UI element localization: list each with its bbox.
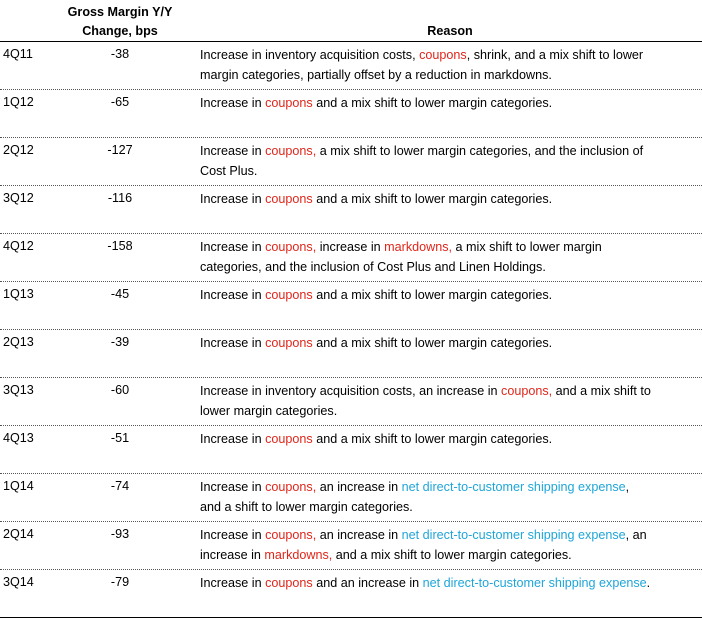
- reason-cell: [200, 525, 700, 565]
- table-row: [0, 186, 702, 234]
- table-row: [0, 426, 702, 474]
- change-header-line2: Change, bps: [82, 24, 158, 38]
- highlighted-term: markdowns,: [264, 548, 333, 562]
- reason-text: Increase in: [200, 576, 266, 590]
- reason-text: Increase in: [200, 288, 266, 302]
- highlighted-term: net direct-to-customer shipping expense: [401, 528, 626, 542]
- reason-text: and a mix shift to lower margin categories.: [312, 96, 553, 110]
- reason-text: , and a shift to lower margin categories.: [200, 480, 630, 514]
- table-row: [0, 474, 702, 522]
- highlighted-term: net direct-to-customer shipping expense: [422, 576, 647, 590]
- quarter-cell: 3Q13: [3, 383, 34, 397]
- change-header-line1: Gross Margin Y/Y: [67, 5, 173, 19]
- reason-cell: [200, 573, 700, 593]
- reason-text: , an increase in: [200, 528, 647, 562]
- table-row: [0, 378, 702, 426]
- reason-cell: [200, 429, 700, 449]
- reason-text: an increase in: [316, 480, 402, 494]
- quarter-cell: 1Q14: [3, 479, 34, 493]
- quarter-cell: 3Q14: [3, 575, 34, 589]
- reason-text: and a mix shift to lower margin categories.: [200, 384, 651, 418]
- table-row: [0, 570, 702, 618]
- table-row: [0, 522, 702, 570]
- table-row: [0, 90, 702, 138]
- change-bps-cell: -60: [110, 383, 130, 397]
- reason-cell: [200, 189, 700, 209]
- quarter-cell: 3Q12: [3, 191, 34, 205]
- quarter-cell: 1Q12: [3, 95, 34, 109]
- highlighted-term: coupons: [265, 576, 313, 590]
- reason-text: and a mix shift to lower margin categories.: [312, 432, 553, 446]
- reason-cell: [200, 333, 700, 353]
- highlighted-term: coupons: [419, 48, 467, 62]
- table-header: [0, 0, 702, 42]
- reason-text: a mix shift to lower margin categories, and the inclusion of Cost Plus.: [200, 144, 644, 178]
- highlighted-term: coupons,: [265, 240, 317, 254]
- change-bps-cell: -79: [110, 575, 130, 589]
- table-row: [0, 42, 702, 90]
- reason-text: Increase in: [200, 432, 266, 446]
- reason-cell: [200, 381, 700, 421]
- quarter-cell: 2Q12: [3, 143, 34, 157]
- reason-text: and a mix shift to lower margin categories.: [312, 192, 553, 206]
- change-column-header: [60, 3, 180, 41]
- table-row: [0, 330, 702, 378]
- quarter-cell: 2Q13: [3, 335, 34, 349]
- quarter-cell: 4Q12: [3, 239, 34, 253]
- highlighted-term: coupons,: [265, 144, 317, 158]
- table-row: [0, 138, 702, 186]
- change-bps-cell: -38: [110, 47, 130, 61]
- reason-text: and a mix shift to lower margin categories.: [312, 288, 553, 302]
- reason-text: a mix shift to lower margin categories, and the inclusion of Cost Plus and Linen Holdings.: [200, 240, 602, 274]
- reason-text: an increase in: [316, 528, 402, 542]
- change-bps-cell: -65: [110, 95, 130, 109]
- reason-text: Increase in: [200, 336, 266, 350]
- reason-text: Increase in: [200, 96, 266, 110]
- reason-cell: [200, 141, 700, 181]
- reason-text: Increase in: [200, 240, 266, 254]
- change-bps-cell: -45: [110, 287, 130, 301]
- reason-text: Increase in: [200, 192, 266, 206]
- highlighted-term: coupons,: [265, 528, 317, 542]
- table-row: [0, 234, 702, 282]
- change-bps-cell: -74: [110, 479, 130, 493]
- reason-text: .: [646, 576, 651, 590]
- change-bps-cell: -158: [107, 239, 133, 253]
- highlighted-term: coupons: [265, 432, 313, 446]
- reason-text: Increase in inventory acquisition costs, an increase in: [200, 384, 502, 398]
- highlighted-term: coupons,: [265, 480, 317, 494]
- quarter-cell: 2Q14: [3, 527, 34, 541]
- highlighted-term: coupons: [265, 288, 313, 302]
- reason-text: and an increase in: [312, 576, 423, 590]
- reason-text: Increase in: [200, 528, 266, 542]
- reason-text: and a mix shift to lower margin categories.: [332, 548, 572, 562]
- reason-cell: [200, 237, 700, 277]
- reason-text: Increase in: [200, 144, 266, 158]
- highlighted-term: coupons: [265, 336, 313, 350]
- table-row: [0, 282, 702, 330]
- reason-text: Increase in: [200, 480, 266, 494]
- reason-cell: [200, 45, 700, 85]
- highlighted-term: net direct-to-customer shipping expense: [401, 480, 626, 494]
- change-bps-cell: -116: [107, 191, 133, 205]
- reason-cell: [200, 477, 700, 517]
- highlighted-term: coupons: [265, 96, 313, 110]
- reason-cell: [200, 285, 700, 305]
- highlighted-term: coupons: [265, 192, 313, 206]
- highlighted-term: markdowns,: [384, 240, 453, 254]
- change-bps-cell: -127: [107, 143, 133, 157]
- reason-text: Increase in inventory acquisition costs,: [200, 48, 420, 62]
- reason-cell: [200, 93, 700, 113]
- change-bps-cell: -93: [110, 527, 130, 541]
- quarter-cell: 4Q11: [3, 47, 33, 61]
- reason-text: increase in: [316, 240, 385, 254]
- quarter-cell: 1Q13: [3, 287, 34, 301]
- change-bps-cell: -39: [110, 335, 130, 349]
- reason-text: and a mix shift to lower margin categories.: [312, 336, 553, 350]
- reason-text: , shrink, and a mix shift to lower margin categories, partially offset by a reduction in markdowns.: [200, 48, 644, 82]
- highlighted-term: coupons,: [501, 384, 553, 398]
- change-bps-cell: -51: [110, 431, 130, 445]
- quarter-cell: 4Q13: [3, 431, 34, 445]
- reason-column-header: Reason: [427, 24, 473, 38]
